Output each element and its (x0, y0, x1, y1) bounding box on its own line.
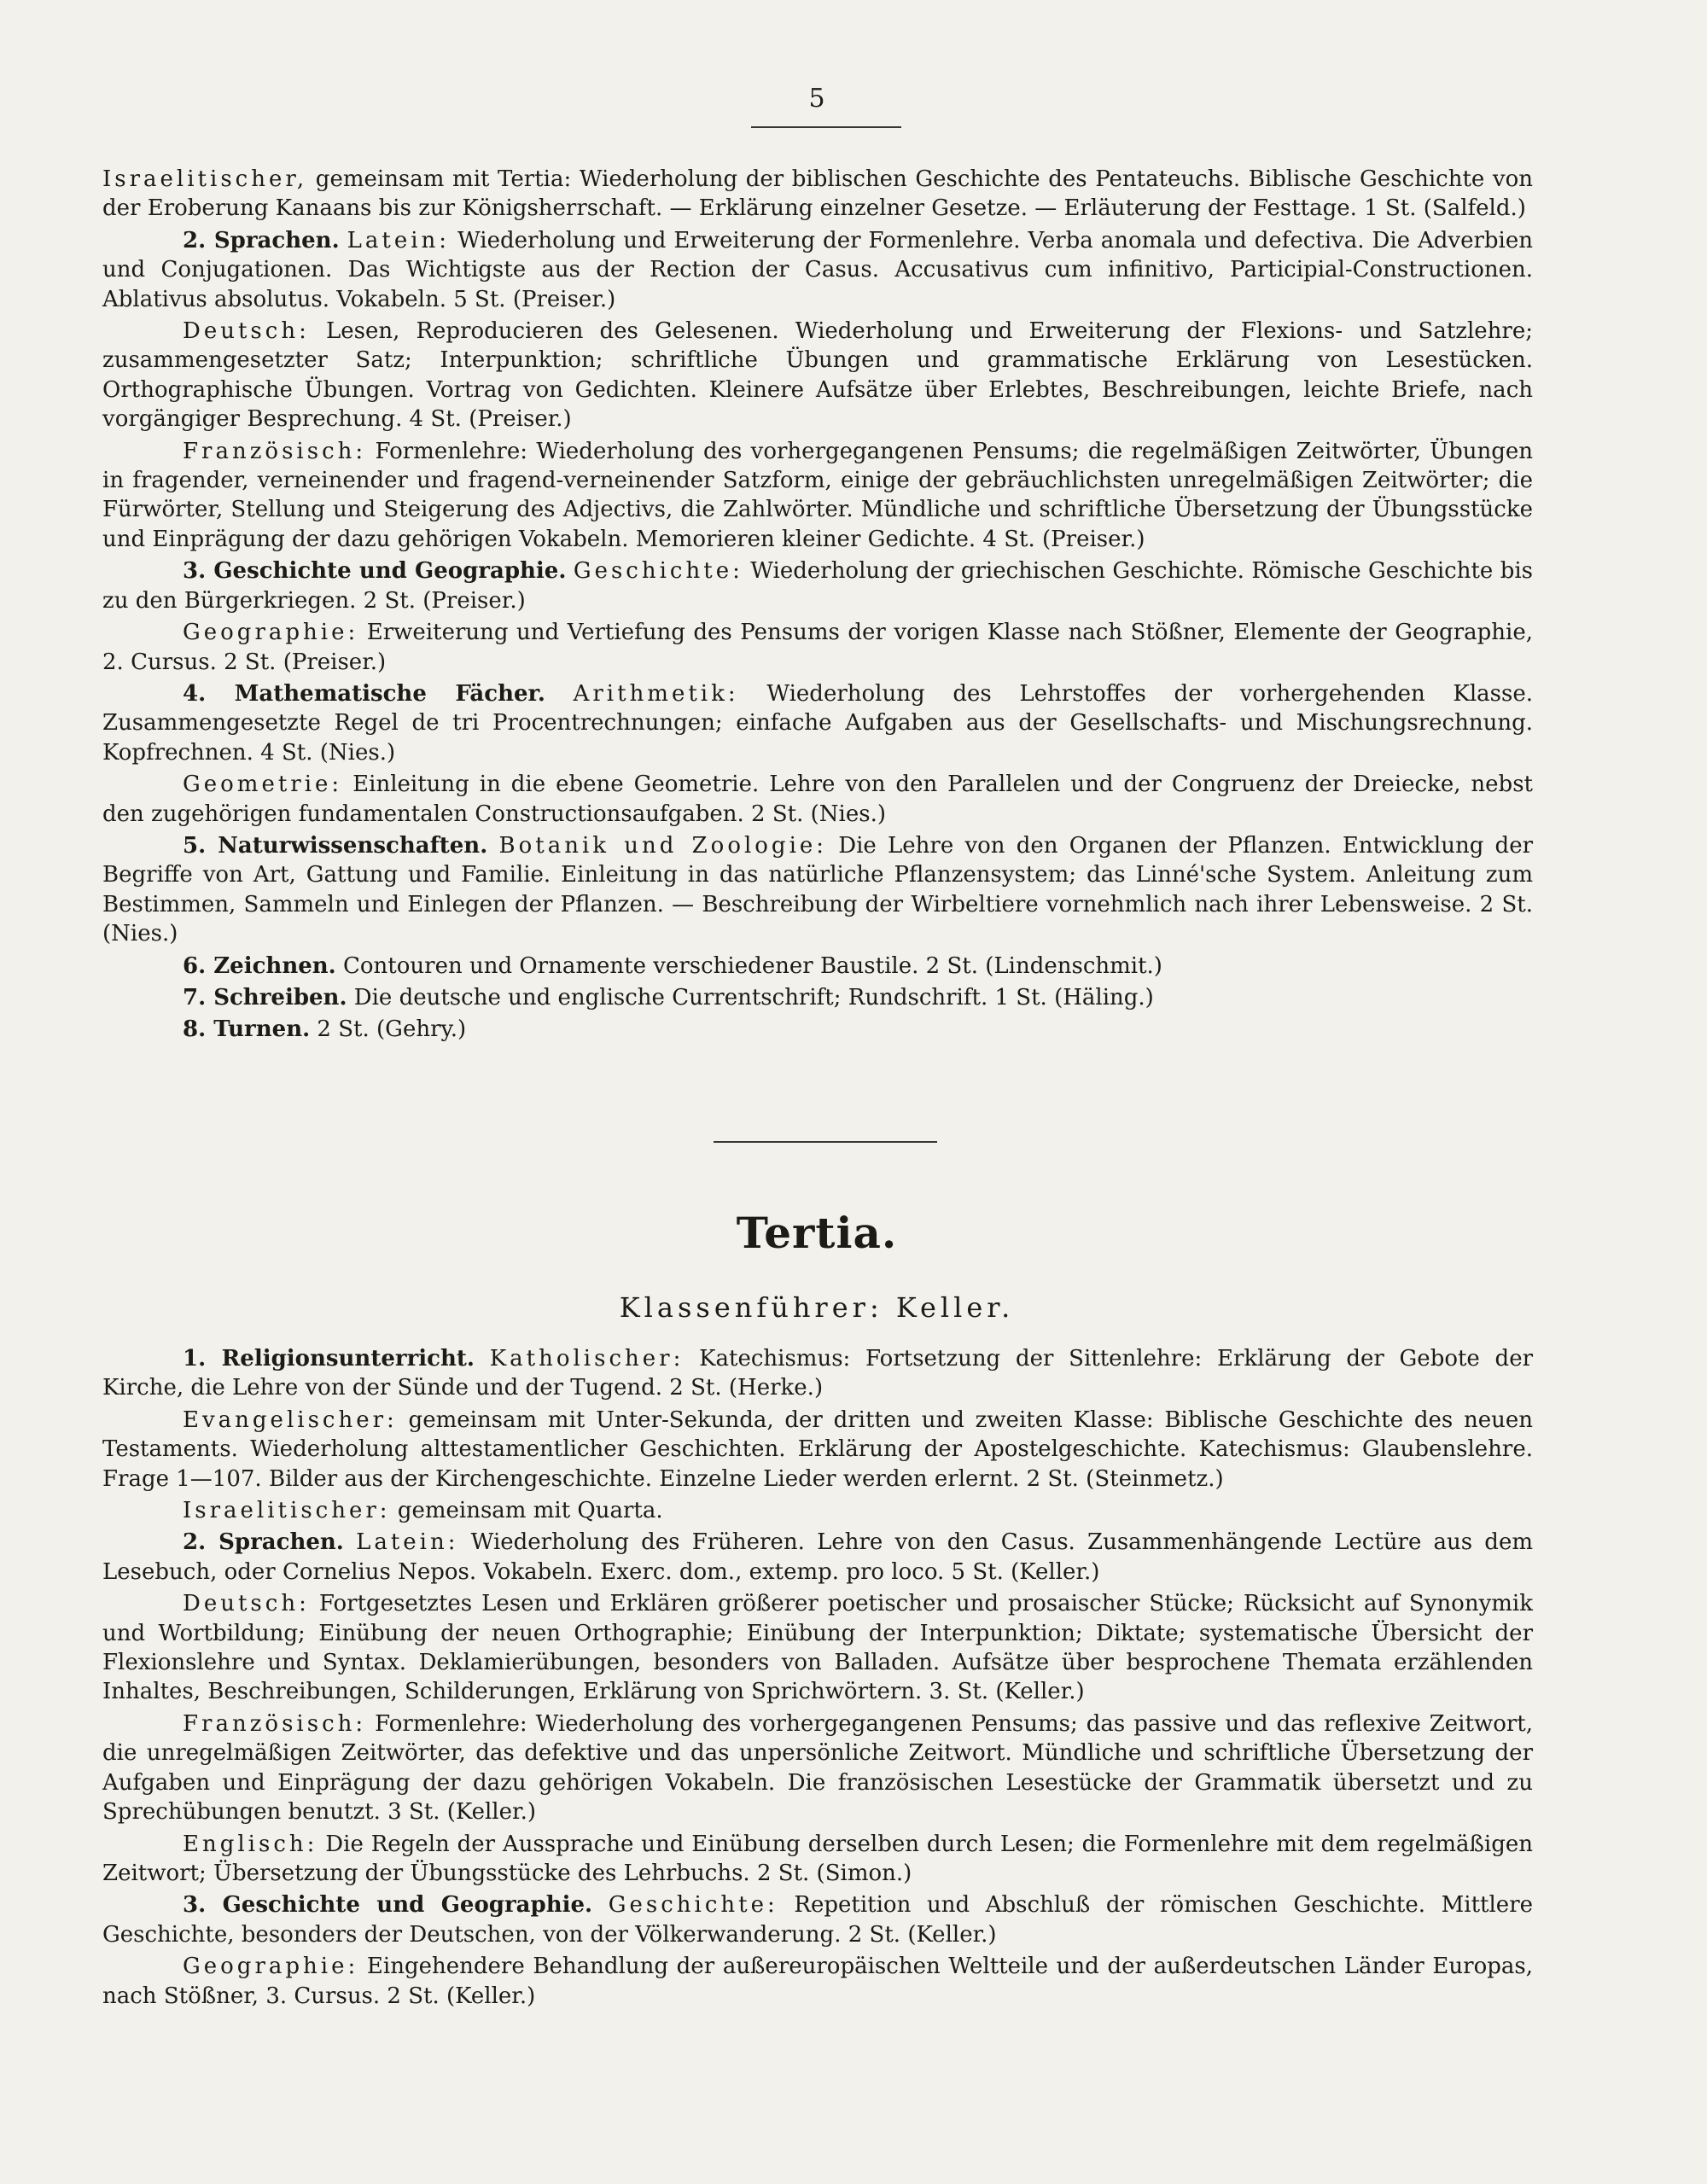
paragraph-text: Contouren und Ornamente verschiedener Baustile. 2 St. (Lindenschmit.) (335, 952, 1162, 979)
paragraph-text: Die deutsche und englische Currentschrift; Rundschrift. 1 St. (Häling.) (347, 984, 1154, 1010)
paragraph-arithmetik (102, 679, 1533, 767)
paragraph-text: gemeinsam mit Unter-Sekunda, der dritten und zweiten Klasse: Biblische Geschichte des neuen Testaments. Wiederholung alttestamentlicher Geschichten. Erklärung der Apostelgeschichte. Katechismus: Glaubenslehre. Frage 1—107. Bilder aus der Kirchengeschichte. Einzelne Lieder werden erlernt. 2 St. (Steinmetz.) (102, 1406, 1533, 1492)
paragraph-text: Erweiterung und Vertiefung des Pensums der vorigen Klasse nach Stößner, Elemente der Geographie, 2. Cursus. 2 St. (Preiser.) (102, 620, 1533, 675)
page-number: 5 (808, 84, 825, 114)
subject-label: Geometrie: (183, 772, 343, 798)
subject-label: Deutsch: (183, 1591, 310, 1617)
quarta-continuation (102, 165, 1533, 1047)
section-heading: 7. Schreiben. (183, 984, 347, 1010)
paragraph-geometrie (102, 770, 1533, 829)
paragraph-geschichte (102, 556, 1533, 615)
paragraph-text: gemeinsam mit Quarta. (390, 1498, 663, 1524)
paragraph-naturwissenschaften (102, 831, 1533, 949)
subject-label: Latein: (356, 1529, 459, 1556)
paragraph-deutsch (102, 317, 1533, 434)
paragraph-text: Lesen, Reproducieren des Gelesenen. Wiederholung und Erweiterung der Flexions- und Satzlehre; zusammengesetzter Satz; Interpunktion; schriftliche Übungen und grammatische Erklärung von Lesestücken. Orthographische Übungen. Vortrag von Gedichten. Kleinere Aufsätze über Erlebtes, Beschreibungen, leichte Briefe, nach vorgängiger Besprechung. 4 St. (Preiser.) (102, 318, 1533, 433)
paragraph-text: Eingehendere Behandlung der außereuropäischen Weltteile und der außerdeutschen Länder Europas, nach Stößner, 3. Cursus. 2 St. (Keller.) (102, 1954, 1533, 2009)
subject-label: Französisch: (183, 438, 367, 464)
paragraph-text: Formenlehre: Wiederholung des vorhergegangenen Pensums; das passive und das reflexive Zeitwort, die unregelmäßigen Zeitwörter, das defektive und das unpersönliche Zeitwort. Mündliche und schriftliche Übersetzung der Aufgaben und Einprägung der dazu gehörigen Vokabeln. Die französischen Lesestücke der Grammatik übersetzt und zu Sprechübungen benutzt. 3 St. (Keller.) (102, 1710, 1533, 1826)
paragraph-text: Einleitung in die ebene Geometrie. Lehre von den Parallelen und der Congruenz der Dreiecke, nebst den zugehörigen fundamentalen Constructionsaufgaben. 2 St. (Nies.) (102, 772, 1533, 827)
paragraph-schreiben (102, 983, 1533, 1012)
paragraph-zeichnen (102, 952, 1533, 981)
paragraph-religion (102, 1344, 1533, 1403)
paragraph-deutsch (102, 1589, 1533, 1707)
paragraph-text: gemeinsam mit Tertia: Wiederholung der biblischen Geschichte des Pentateuchs. Biblische Geschichte von der Eroberung Kanaans bis zur Königsherrschaft. — Erklärung einzelner Gesetze. — Erläuterung der Festtage. 1 St. (Salfeld.) (102, 166, 1533, 222)
section-heading: 8. Turnen. (183, 1016, 311, 1043)
paragraph-text: Die Regeln der Aussprache und Einübung derselben durch Lesen; die Formenlehre mit dem regelmäßigen Zeitwort; Übersetzung der Übungsstücke des Lehrbuchs. 2 St. (Simon.) (102, 1831, 1533, 1886)
paragraph-text: 2 St. (Gehry.) (310, 1016, 467, 1043)
paragraph-turnen (102, 1015, 1533, 1044)
paragraph-text: Wiederholung des Lehrstoffes der vorhergehenden Klasse. Zusammengesetzte Regel de tri Procentrechnungen; einfache Aufgaben aus der Gesellschafts- und Mischungsrechnung. Kopfrechnen. 4 St. (Nies.) (102, 680, 1534, 766)
paragraph-geographie (102, 1952, 1533, 2011)
paragraph-geschichte (102, 1890, 1533, 1949)
section-heading: 3. Geschichte und Geographie. (183, 1892, 593, 1919)
paragraph-text: Fortgesetztes Lesen und Erklären größerer poetischer und prosaischer Stücke; Rücksicht auf Synonymik und Wortbildung; Einübung der neuen Orthographie; Einübung der Interpunktion; Diktate; systematische Übersicht der Flexionslehre und Syntax. Deklamierübungen, besonders von Balladen. Aufsätze über besprochene Themata erzählenden Inhaltes, Beschreibungen, Schilderungen, Erklärung von Sprichwörtern. 3. St. (Keller.) (102, 1591, 1533, 1705)
paragraph-text: Katechismus: Fortsetzung der Sittenlehre: Erklärung der Gebote der Kirche, die Lehre von der Sünde und der Tugend. 2 St. (Herke.) (102, 1346, 1534, 1401)
paragraph-latein (102, 226, 1533, 314)
subject-label: Arithmetik: (573, 680, 739, 707)
subject-label: Evangelischer: (183, 1406, 398, 1433)
section-divider (714, 1141, 937, 1143)
class-teacher: Klassenführer: Keller. (619, 1291, 1015, 1324)
class-title: Tertia. (736, 1208, 898, 1258)
paragraph-israelitisch (102, 165, 1533, 224)
section-heading: 2. Sprachen. (183, 1529, 344, 1556)
paragraph-text: Repetition und Abschluß der römischen Geschichte. Mittlere Geschichte, besonders der Deutschen, von der Völkerwanderung. 2 St. (Keller.) (102, 1892, 1534, 1948)
subject-label: Latein: (347, 227, 451, 253)
paragraph-latein (102, 1528, 1533, 1587)
paragraph-text: Die Lehre von den Organen der Pflanzen. Entwicklung der Begriffe von Art, Gattung und Familie. Einleitung in das natürliche Pflanzensystem; das Linné'sche System. Anleitung zum Bestimmen, Sammeln und Einlegen der Pflanzen. — Beschreibung der Wirbeltiere vornehmlich nach ihrer Lebensweise. 2 St. (Nies.) (102, 832, 1534, 947)
paragraph-evangelisch (102, 1406, 1533, 1494)
header-rule (751, 126, 901, 128)
subject-label: Geschichte: (573, 558, 743, 585)
paragraph-text: Wiederholung und Erweiterung der Formenlehre. Verba anomala und defectiva. Die Adverbien und Conjugationen. Das Wichtigste aus der Rection der Casus. Accusativus cum infinitivo, Participial-Constructionen. Ablativus absolutus. Vokabeln. 5 St. (Preiser.) (102, 227, 1534, 312)
paragraph-text: Wiederholung des Früheren. Lehre von den Casus. Zusammenhängende Lectüre aus dem Lesebuch, oder Cornelius Nepos. Vokabeln. Exerc. dom., extemp. pro loco. 5 St. (Keller.) (102, 1529, 1533, 1585)
paragraph-text: Wiederholung der griechischen Geschichte. Römische Geschichte bis zu den Bürgerkriegen. 2 St. (Preiser.) (102, 558, 1533, 614)
subject-label: Geschichte: (608, 1892, 778, 1919)
subject-label: Englisch: (183, 1831, 318, 1857)
section-heading: 2. Sprachen. (183, 227, 340, 253)
section-heading: 5. Naturwissenschaften. (183, 832, 488, 859)
subject-label: Geographie: (183, 620, 359, 646)
section-heading: 4. Mathematische Fächer. (183, 680, 545, 707)
subject-label: Katholischer: (489, 1346, 685, 1372)
paragraph-israelitisch (102, 1496, 1533, 1525)
paragraph-englisch (102, 1830, 1533, 1889)
subject-label: Geographie: (183, 1954, 359, 1980)
subject-label: Israelitischer: (183, 1498, 391, 1524)
subject-label: Deutsch: (183, 318, 310, 345)
paragraph-text: Formenlehre: Wiederholung des vorhergegangenen Pensums; die regelmäßigen Zeitwörter, Übungen in fragender, verneinender und fragend-verneinender Satzform, einige der gebräuchlichsten unregelmäßigen Zeitwörter; die Fürwörter, Stellung und Steigerung des Adjectivs, die Zahlwörter. Mündliche und schriftliche Übersetzung der Übungsstücke und Einprägung der dazu gehörigen Vokabeln. Memorieren kleiner Gedichte. 4 St. (Preiser.) (102, 438, 1533, 552)
subject-label: Botanik und Zoologie: (498, 832, 828, 859)
section-heading: 6. Zeichnen. (183, 952, 336, 979)
subject-label: Französisch: (183, 1710, 367, 1737)
section-heading: 3. Geschichte und Geographie. (183, 558, 567, 585)
paragraph-franzoesisch (102, 437, 1533, 555)
section-heading: 1. Religionsunterricht. (183, 1346, 475, 1372)
paragraph-franzoesisch (102, 1709, 1533, 1827)
paragraph-geographie (102, 618, 1533, 677)
subject-label: Israelitischer, (102, 166, 308, 192)
tertia-section (102, 1344, 1533, 2013)
